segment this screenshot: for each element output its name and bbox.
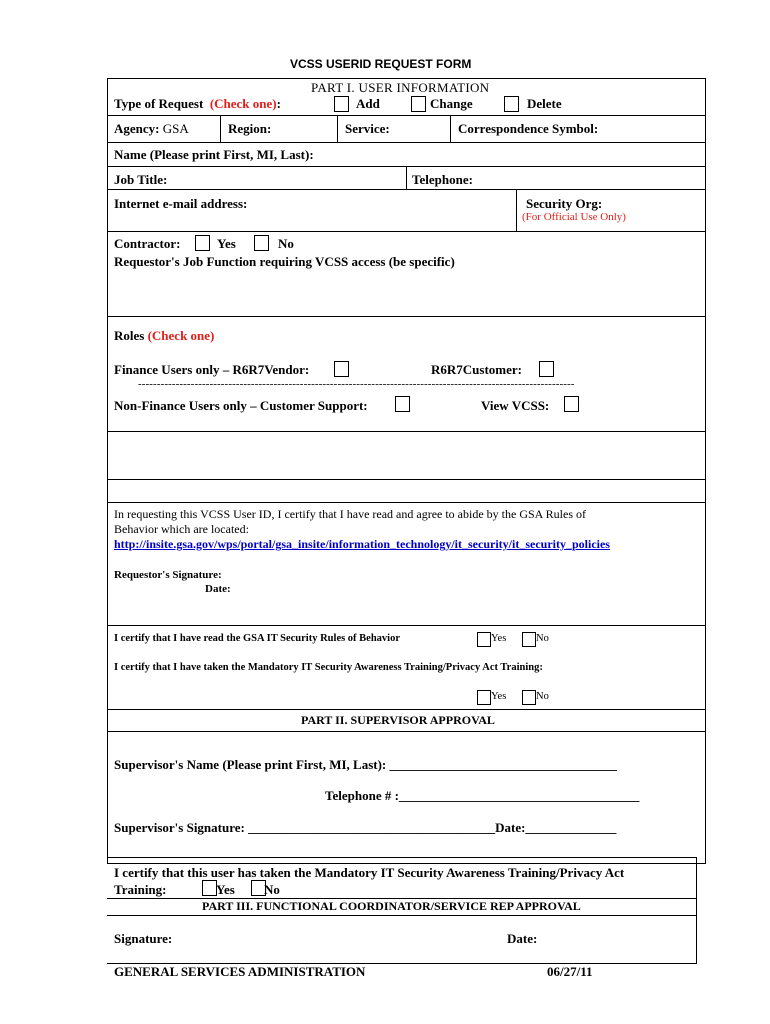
email-field[interactable]: Internet e-mail address: <box>114 196 248 211</box>
certify-rules-yes-checkbox[interactable] <box>477 632 491 647</box>
type-of-request-label: Type of Request (Check one): <box>114 96 281 111</box>
view-vcss-label: View VCSS: <box>481 398 550 413</box>
certify-text-line2: Behavior which are located: <box>114 522 249 536</box>
footer-date: 06/27/11 <box>547 964 593 979</box>
official-use-note: (For Official Use Only) <box>522 211 626 223</box>
part2-heading: PART II. SUPERVISOR APPROVAL <box>301 713 495 727</box>
certify-rules-no-checkbox[interactable] <box>522 632 536 647</box>
delete-checkbox[interactable] <box>504 96 519 112</box>
certify-text-line1: In requesting this VCSS User ID, I certify that I have read and agree to abide by the GSA Rules of <box>114 507 586 521</box>
contractor-no-label: No <box>278 236 294 251</box>
row-divider <box>107 189 706 190</box>
finance-vendor-label: Finance Users only – R6R7Vendor: <box>114 362 310 377</box>
coordinator-date-field[interactable]: Date: <box>507 931 538 946</box>
view-vcss-checkbox[interactable] <box>564 396 579 412</box>
cell-divider <box>406 166 407 189</box>
requestor-date-label: Date: <box>205 583 231 595</box>
certify-training-label: I certify that I have taken the Mandatory IT Security Awareness Training/Privacy Act Training: <box>114 662 543 673</box>
certify-training-yes-label: Yes <box>491 691 507 702</box>
change-checkbox[interactable] <box>411 96 426 112</box>
part1-heading: PART I. USER INFORMATION <box>311 80 490 95</box>
supervisor-telephone-field[interactable]: Telephone # :_____________________________________ <box>325 788 640 803</box>
requestor-signature-label: Requestor's Signature: <box>114 569 222 581</box>
certify-rules-no-label: No <box>536 633 549 644</box>
nonfinance-support-checkbox[interactable] <box>395 396 410 412</box>
cell-divider <box>450 115 451 142</box>
contractor-yes-label: Yes <box>217 236 236 251</box>
supervisor-certify-line2: Training: <box>114 882 167 897</box>
row-divider <box>107 479 706 480</box>
supervisor-certify-line1: I certify that this user has taken the Mandatory IT Security Awareness Training/Privacy Act <box>114 865 625 880</box>
region-field[interactable]: Region: <box>228 121 272 136</box>
row-divider <box>107 431 706 432</box>
row-divider <box>107 731 706 732</box>
section-border-right <box>696 857 697 964</box>
job-title-field[interactable]: Job Title: <box>114 172 168 187</box>
part3-heading: PART III. FUNCTIONAL COORDINATOR/SERVICE REP APPROVAL <box>202 899 581 913</box>
change-label: Change <box>430 96 473 111</box>
row-divider <box>107 709 706 710</box>
row-divider <box>107 142 706 143</box>
certify-training-no-label: No <box>536 691 549 702</box>
form-title: VCSS USERID REQUEST FORM <box>290 57 472 71</box>
footer-agency: GENERAL SERVICES ADMINISTRATION <box>114 964 366 979</box>
row-divider <box>107 231 706 232</box>
supervisor-signature-field[interactable]: Supervisor's Signature: ______________________________________Date:______________ <box>114 820 617 835</box>
delete-label: Delete <box>527 96 562 111</box>
certify-rules-yes-label: Yes <box>491 633 507 644</box>
certify-training-no-checkbox[interactable] <box>522 690 536 705</box>
name-field[interactable]: Name (Please print First, MI, Last): <box>114 147 314 162</box>
telephone-field[interactable]: Telephone: <box>412 172 473 187</box>
finance-customer-checkbox[interactable] <box>539 361 554 377</box>
correspondence-symbol-field[interactable]: Correspondence Symbol: <box>458 121 599 136</box>
cell-divider <box>220 115 221 142</box>
finance-customer-label: R6R7Customer: <box>431 362 522 377</box>
supervisor-certify-yes-checkbox[interactable] <box>202 880 217 896</box>
job-function-area[interactable] <box>110 272 702 314</box>
cell-divider <box>516 189 517 231</box>
supervisor-certify-yes-label: Yes <box>216 882 235 897</box>
supervisor-name-field[interactable]: Supervisor's Name (Please print First, MI, Last): ___________________________________ <box>114 757 617 772</box>
job-function-label: Requestor's Job Function requiring VCSS access (be specific) <box>114 254 455 269</box>
table-border-right <box>705 78 706 863</box>
contractor-yes-checkbox[interactable] <box>195 235 210 251</box>
certify-rules-label: I certify that I have read the GSA IT Security Rules of Behavior <box>114 633 401 644</box>
agency-field[interactable]: Agency: GSA <box>114 121 189 136</box>
roles-label: Roles (Check one) <box>114 328 215 343</box>
row-divider <box>107 857 696 858</box>
row-divider <box>107 915 696 916</box>
table-border-top <box>107 78 706 79</box>
service-field[interactable]: Service: <box>345 121 390 136</box>
nonfinance-support-label: Non-Finance Users only – Customer Support: <box>114 398 368 413</box>
table-border-left <box>107 78 108 863</box>
role-separator: -------------------------------------------------------------------------------------------------------------------- <box>138 378 575 390</box>
row-divider <box>107 115 706 116</box>
row-divider <box>107 316 706 317</box>
row-divider <box>107 502 706 503</box>
contractor-label: Contractor: <box>114 236 181 251</box>
add-label: Add <box>356 96 380 111</box>
table-border-bottom <box>107 863 706 864</box>
contractor-no-checkbox[interactable] <box>254 235 269 251</box>
add-checkbox[interactable] <box>334 96 349 112</box>
rules-of-behavior-link[interactable]: http://insite.gsa.gov/wps/portal/gsa_insite/information_technology/it_security/it_security_policies <box>114 537 610 551</box>
row-divider <box>107 625 706 626</box>
finance-vendor-checkbox[interactable] <box>334 361 349 377</box>
cell-divider <box>337 115 338 142</box>
certify-training-yes-checkbox[interactable] <box>477 690 491 705</box>
coordinator-signature-field[interactable]: Signature: <box>114 931 173 946</box>
supervisor-certify-no-label: No <box>264 882 280 897</box>
security-org-label: Security Org: <box>526 196 603 211</box>
